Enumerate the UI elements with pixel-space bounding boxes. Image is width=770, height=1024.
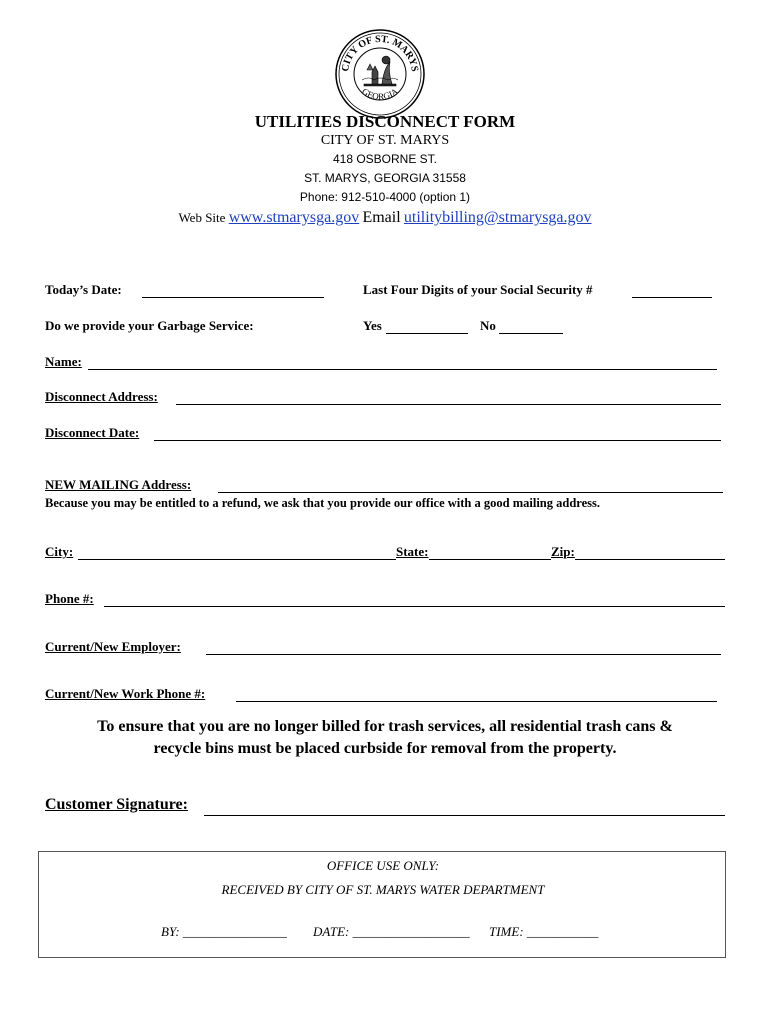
signature-label: Customer Signature: bbox=[45, 796, 188, 813]
office-use-received: RECEIVED BY CITY OF ST. MARYS WATER DEPARTMENT bbox=[221, 882, 545, 897]
todays-date-field[interactable] bbox=[142, 297, 324, 298]
phone-field[interactable] bbox=[104, 606, 725, 607]
disconnect-address-label: Disconnect Address: bbox=[45, 389, 158, 404]
svg-text:GEORGIA: GEORGIA bbox=[360, 86, 400, 102]
office-use-heading: OFFICE USE ONLY: bbox=[326, 858, 440, 873]
yes-label: Yes bbox=[363, 318, 382, 333]
office-use-date: DATE: __________________ bbox=[313, 924, 470, 939]
new-mailing-address-label: NEW MAILING Address: bbox=[45, 477, 192, 492]
trash-notice-line-2: recycle bins must be placed curbside for removal from the property. bbox=[153, 740, 617, 757]
yes-field[interactable] bbox=[386, 333, 468, 334]
city-label: City: bbox=[45, 544, 74, 559]
employer-label: Current/New Employer: bbox=[45, 639, 181, 654]
svg-text:CITY OF ST. MARYS: CITY OF ST. MARYS bbox=[340, 33, 420, 73]
trash-notice-line-1: To ensure that you are no longer billed for trash services, all residential trash cans & bbox=[97, 718, 673, 735]
ssn-field[interactable] bbox=[632, 297, 712, 298]
website-link[interactable]: www.stmarysga.gov bbox=[228, 209, 360, 226]
disconnect-date-field[interactable] bbox=[154, 440, 721, 441]
address-line-1: 418 OSBORNE ST. bbox=[332, 152, 438, 166]
city-name: CITY OF ST. MARYS bbox=[320, 133, 450, 148]
refund-note: Because you may be entitled to a refund, we ask that you provide our office with a good mailing address. bbox=[45, 496, 600, 510]
website-label: Web Site bbox=[178, 210, 226, 225]
work-phone-label: Current/New Work Phone #: bbox=[45, 686, 206, 701]
garbage-service-label: Do we provide your Garbage Service: bbox=[45, 318, 254, 333]
employer-field[interactable] bbox=[206, 654, 721, 655]
state-label: State: bbox=[396, 544, 429, 559]
ssn-label: Last Four Digits of your Social Security # bbox=[363, 282, 593, 297]
no-field[interactable] bbox=[499, 333, 563, 334]
form-title: UTILITIES DISCONNECT FORM bbox=[254, 112, 516, 131]
new-mailing-address-field[interactable] bbox=[218, 492, 723, 493]
office-use-by: BY: ________________ bbox=[161, 924, 287, 939]
trash-notice bbox=[0, 716, 770, 760]
signature-field[interactable] bbox=[204, 815, 725, 816]
office-use-box bbox=[38, 851, 726, 958]
work-phone-field[interactable] bbox=[236, 701, 717, 702]
address-line-2: ST. MARYS, GEORGIA 31558 bbox=[304, 171, 466, 185]
zip-label: Zip: bbox=[551, 544, 575, 559]
email-link[interactable]: utilitybilling@stmarysga.gov bbox=[403, 209, 592, 226]
name-label: Name: bbox=[45, 354, 82, 369]
web-contact-line bbox=[0, 209, 770, 227]
phone-label: Phone #: bbox=[45, 591, 94, 606]
no-label: No bbox=[480, 318, 496, 333]
todays-date-label: Today’s Date: bbox=[45, 282, 122, 297]
city-seal-icon bbox=[334, 28, 426, 120]
name-field[interactable] bbox=[88, 369, 717, 370]
disconnect-address-field[interactable] bbox=[176, 404, 721, 405]
disconnect-date-label: Disconnect Date: bbox=[45, 425, 140, 440]
office-use-time: TIME: ___________ bbox=[489, 924, 599, 939]
header-phone: Phone: 912-510-4000 (option 1) bbox=[299, 190, 471, 204]
email-label: Email bbox=[362, 209, 401, 226]
